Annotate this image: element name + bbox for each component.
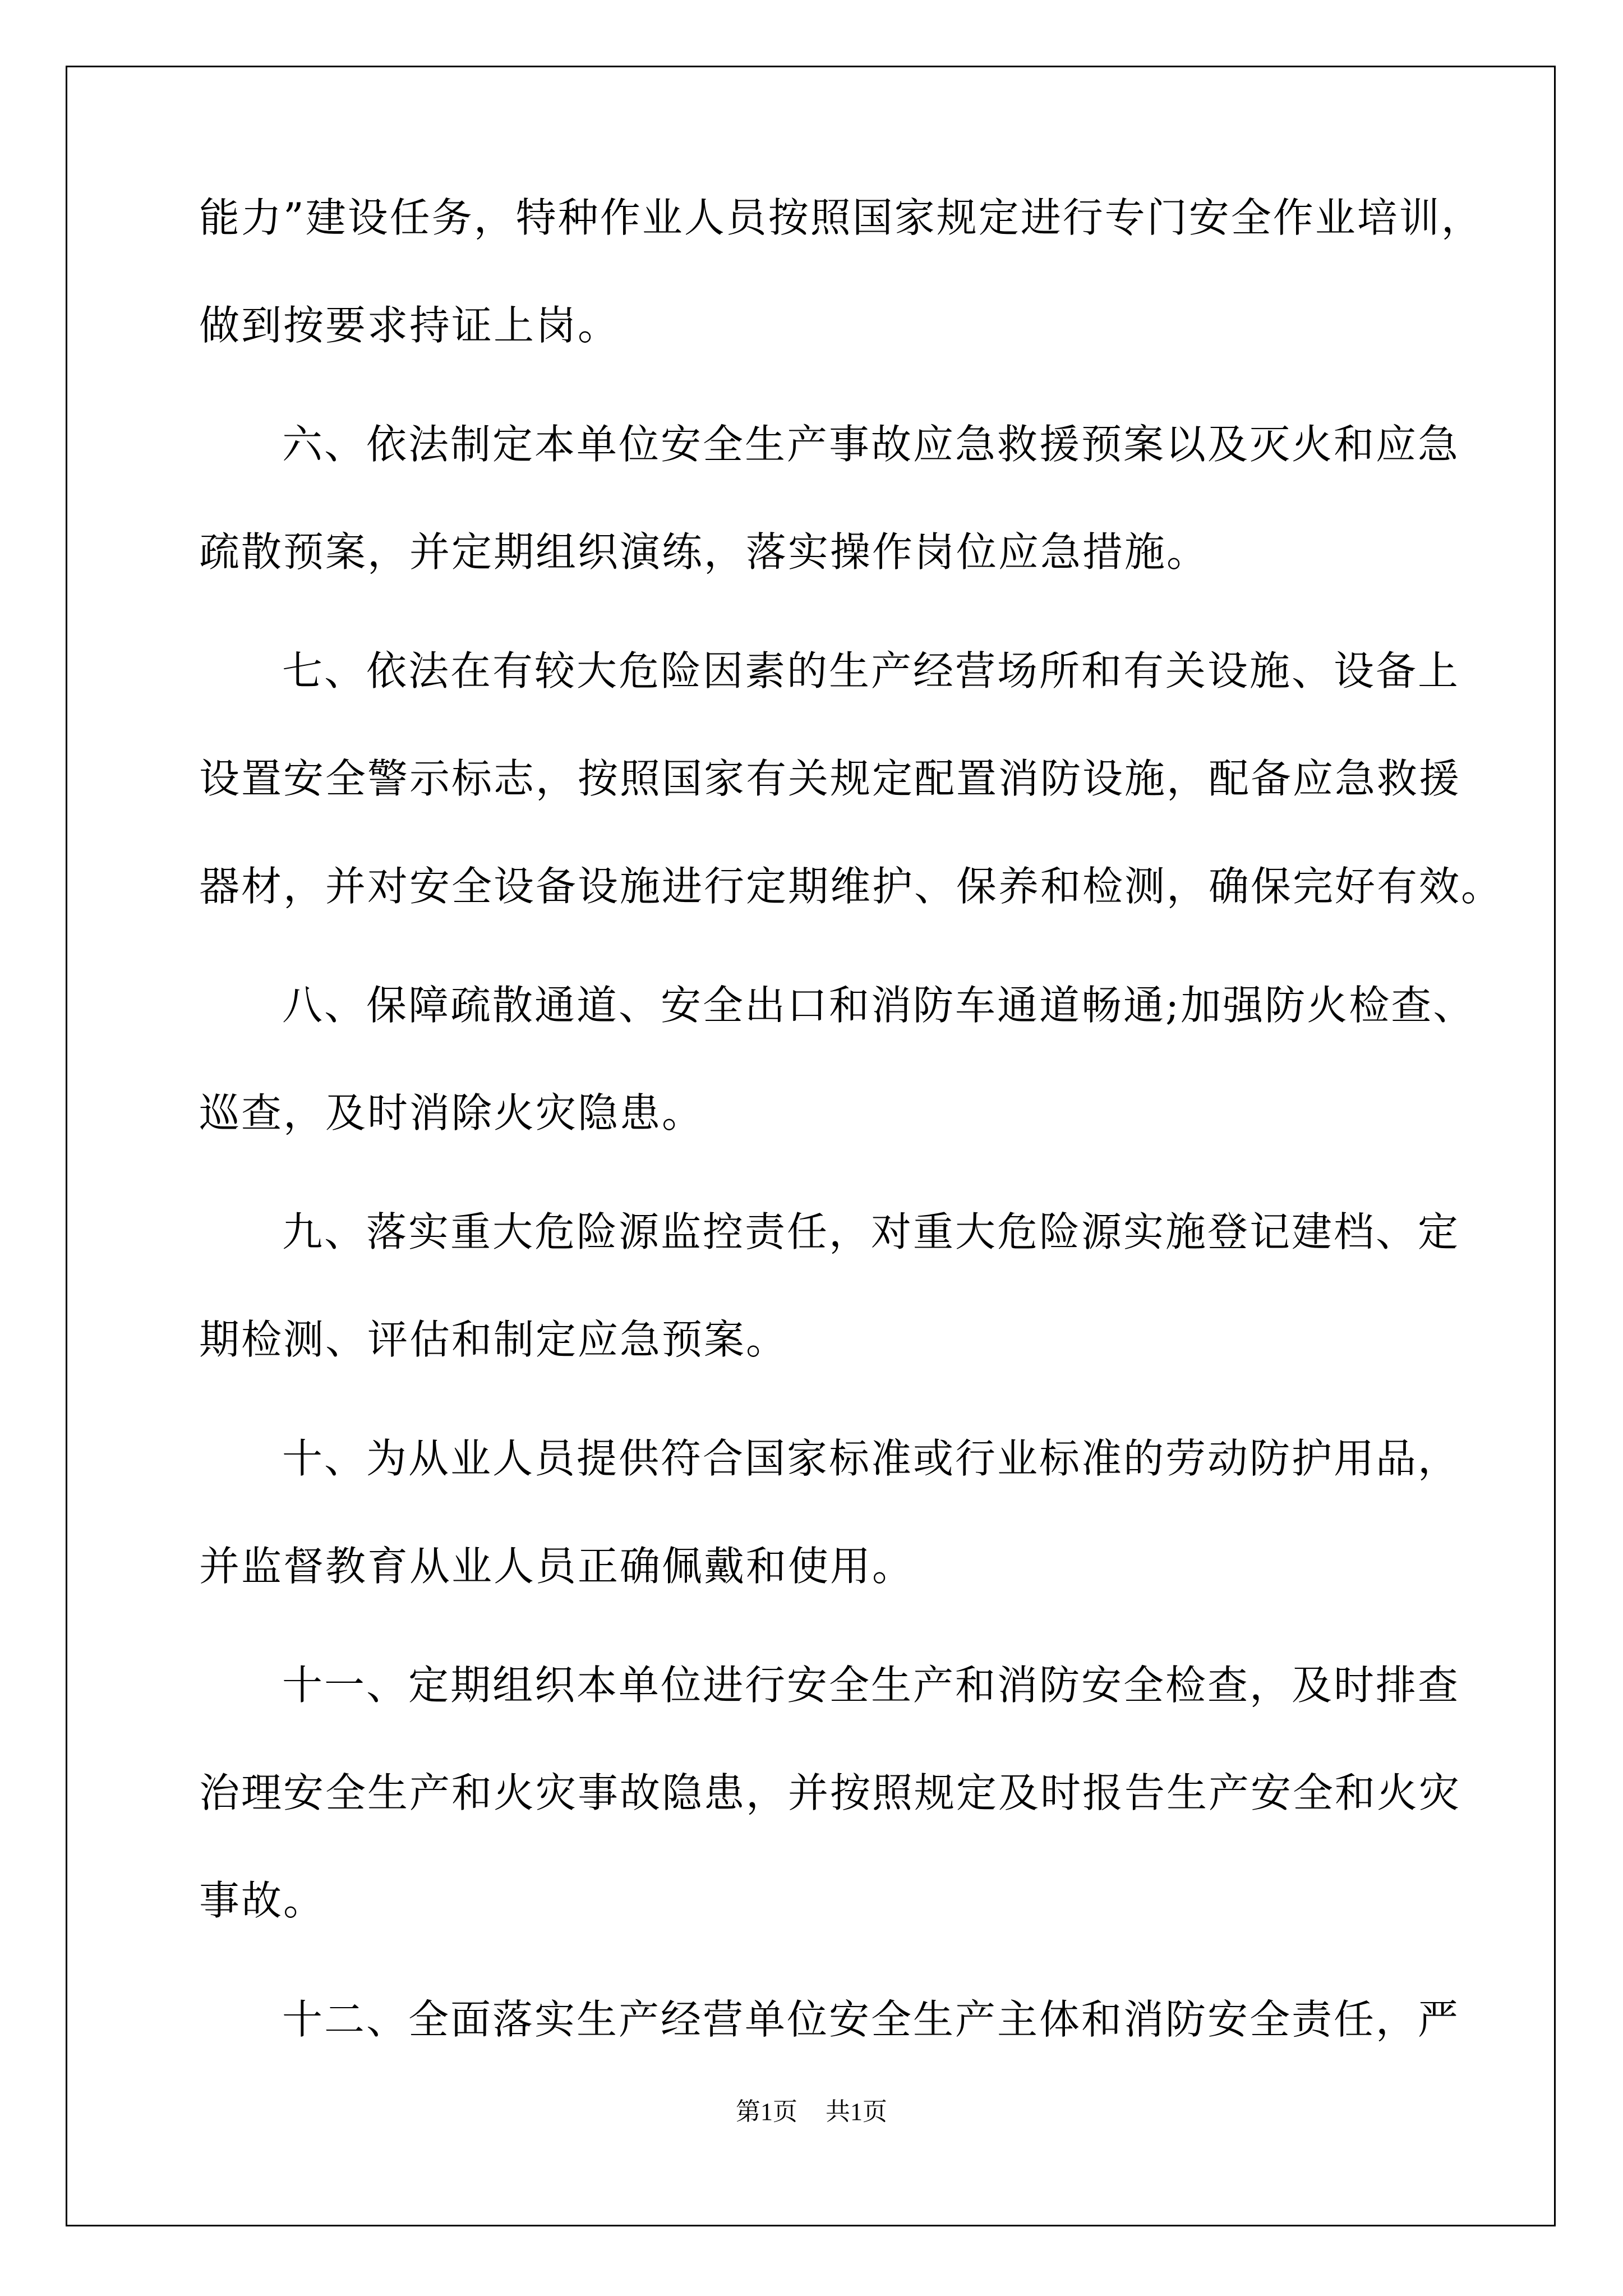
paragraph-line: 九、落实重大危险源监控责任，对重大危险源实施登记建档、定: [282, 1208, 1460, 1255]
paragraph-line: 六、依法制定本单位安全生产事故应急救援预案以及灭火和应急: [282, 421, 1460, 468]
page-total: 共1页: [826, 2098, 887, 2125]
paragraph-line: 并监督教育从业人员正确佩戴和使用。: [199, 1543, 915, 1590]
paragraph-line: 巡查，及时消除火灾隐患。: [199, 1089, 704, 1137]
paragraph-line: 事故。: [199, 1877, 326, 1924]
paragraph-line: 期检测、评估和制定应急预案。: [199, 1316, 789, 1363]
paragraph-line: 设置安全警示标志，按照国家有关规定配置消防设施，配备应急救援: [199, 755, 1461, 802]
paragraph-line: 十二、全面落实生产经营单位安全生产主体和消防安全责任，严: [282, 1996, 1460, 2043]
paragraph-line: 十一、定期组织本单位进行安全生产和消防安全检查，及时排查: [282, 1662, 1460, 1709]
paragraph-line: 十、为从业人员提供符合国家标准或行业标准的劳动防护用品，: [282, 1435, 1460, 1482]
document-body: [199, 191, 1504, 2046]
paragraph-line: 七、依法在有较大危险因素的生产经营场所和有关设施、设备上: [282, 647, 1460, 694]
paragraph-line: 疏散预案，并定期组织演练，落实操作岗位应急措施。: [199, 528, 1209, 576]
paragraph-line: 做到按要求持证上岗。: [199, 302, 620, 349]
page-number: 第1页: [736, 2098, 797, 2125]
paragraph-line: 器材，并对安全设备设施进行定期维护、保养和检测，确保完好有效。: [199, 863, 1504, 910]
paragraph-line: 八、保障疏散通道、安全出口和消防车通道畅通;加强防火检查、: [282, 982, 1476, 1029]
page-footer: [0, 2095, 1623, 2129]
paragraph-line: 治理安全生产和火灾事故隐患，并按照规定及时报告生产安全和火灾: [199, 1769, 1461, 1816]
paragraph-line: 能力”建设任务，特种作业人员按照国家规定进行专门安全作业培训，: [199, 194, 1483, 241]
